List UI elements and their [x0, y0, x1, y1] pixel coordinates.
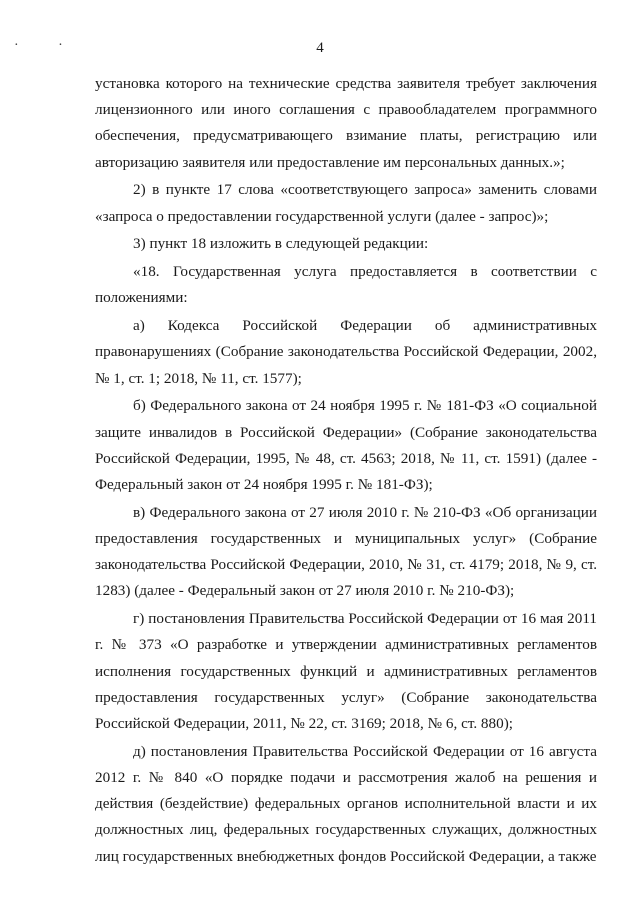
document-body: [95, 71, 597, 871]
paragraph-subitem-a: а) Кодекса Российской Федерации об административных правонарушениях (Собрание законодательства Российской Федерации, 2002, № 1, ст. 1; 2018, № 11, ст. 1577);: [95, 317, 597, 387]
page-number: 4: [316, 40, 324, 56]
paragraph-item-2: 2) в пункте 17 слова «соответствующего запроса» заменить словами «запроса о предоставлении государственной услуги (далее - запрос)»;: [95, 181, 597, 225]
paragraph-subitem-g: г) постановления Правительства Российской Федерации от 16 мая 2011 г. № 373 «О разработке и утверждении административных регламентов исполнения государственных функций и административных регламентов предоставления государственных услуг» (Собрание законодательства Российской Федерации, 2011, № 22, ст. 3169; 2018, № 6, ст. 880);: [95, 610, 597, 733]
scan-marks: · ·: [14, 38, 81, 53]
paragraph-continuation: установка которого на технические средства заявителя требует заключения лицензионного или иного соглашения с правообладателем программного обеспечения, предусматривающего взимание платы, регистрацию или авторизацию заявителя или предоставление им персональных данных.»;: [95, 75, 597, 171]
paragraph-clause-18: «18. Государственная услуга предоставляется в соответствии с положениями:: [95, 263, 597, 307]
paragraph-subitem-d: д) постановления Правительства Российской Федерации от 16 августа 2012 г. № 840 «О порядке подачи и рассмотрения жалоб на решения и действия (бездействие) федеральных органов исполнительной власти и их должностных лиц, федеральных государственных служащих, должностных лиц государственных внебюджетных фондов Российской Федерации, а также: [95, 742, 597, 865]
paragraph-subitem-v: в) Федерального закона от 27 июля 2010 г. № 210-ФЗ «Об организации предоставления государственных и муниципальных услуг» (Собрание законодательства Российской Федерации, 2010, № 31, ст. 4179; 2018, № 9, ст. 1283) (далее - Федеральный закон от 27 июля 2010 г. № 210-ФЗ);: [95, 503, 597, 600]
paragraph-item-3: 3) пункт 18 изложить в следующей редакции:: [133, 235, 429, 253]
paragraph-subitem-b: б) Федерального закона от 24 ноября 1995 г. № 181-ФЗ «О социальной защите инвалидов в Российской Федерации» (Собрание законодательства Российской Федерации, 1995, № 48, ст. 4563; 2018, № 11, ст. 1591) (далее - Федеральный закон от 24 ноября 1995 г. № 181-ФЗ);: [95, 397, 597, 494]
